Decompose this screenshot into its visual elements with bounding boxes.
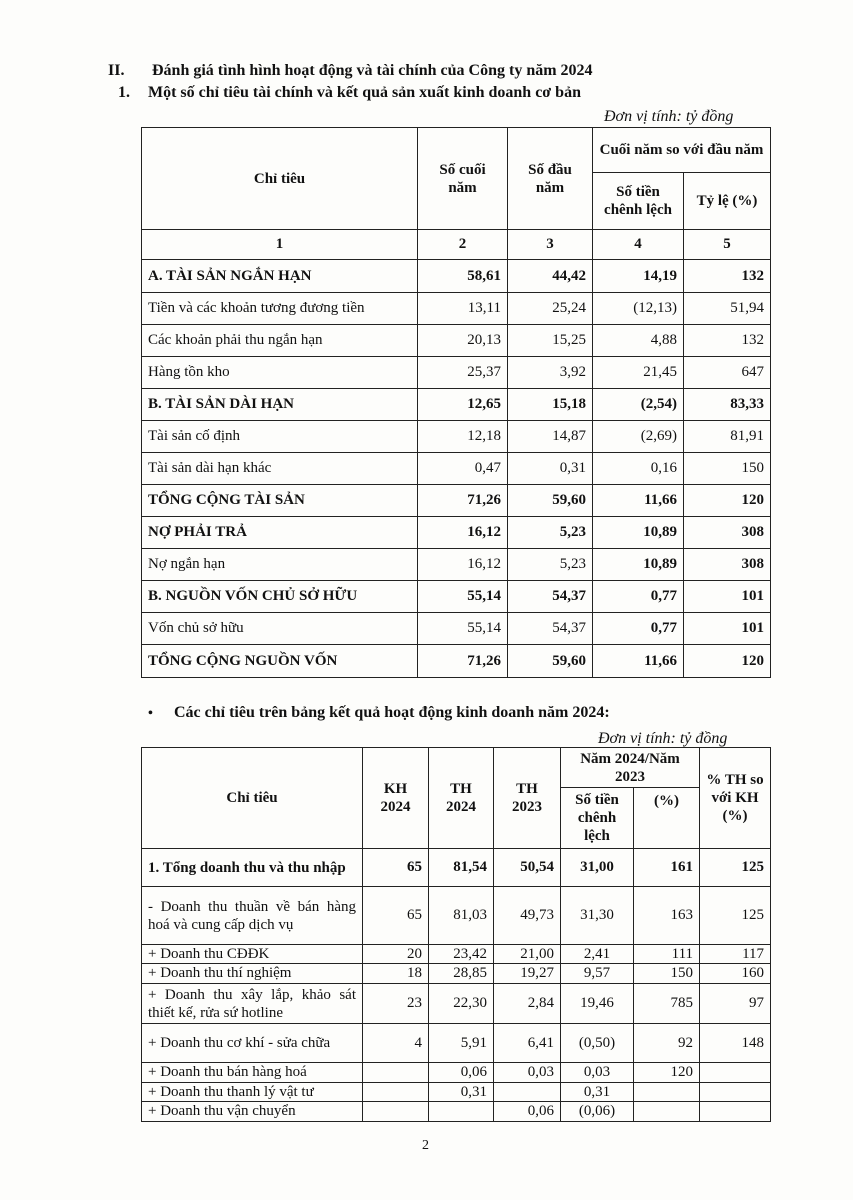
cell-ratio: 83,33 — [684, 389, 771, 421]
cell-pct — [634, 1083, 700, 1102]
cell-start: 54,37 — [508, 613, 593, 645]
row-label: B. TÀI SẢN DÀI HẠN — [142, 389, 418, 421]
header-kh-2024: KH 2024 — [363, 748, 429, 849]
cell-ratio: 120 — [684, 485, 771, 517]
cell-th-2023: 49,73 — [494, 887, 561, 945]
financial-indicators-table — [141, 127, 771, 678]
table-row — [142, 293, 771, 325]
cell-diff: 2,41 — [561, 945, 634, 964]
cell-start: 59,60 — [508, 645, 593, 678]
cell-kh: 18 — [363, 964, 429, 984]
cell-start: 59,60 — [508, 485, 593, 517]
table-row — [142, 581, 771, 613]
table-row — [142, 1102, 771, 1122]
cell-diff: 9,57 — [561, 964, 634, 984]
header-row-1 — [142, 748, 771, 788]
cell-ratio: 150 — [684, 453, 771, 485]
cell-vs-kh: 117 — [700, 945, 771, 964]
cell-th-2024: 81,03 — [429, 887, 494, 945]
cell-end: 16,12 — [418, 549, 508, 581]
cell-diff: 4,88 — [593, 325, 684, 357]
cell-kh: 65 — [363, 887, 429, 945]
cell-start: 25,24 — [508, 293, 593, 325]
subsection-number: 1. — [118, 84, 130, 101]
cell-ratio: 132 — [684, 260, 771, 293]
cell-start: 5,23 — [508, 549, 593, 581]
cell-th-2023: 0,03 — [494, 1063, 561, 1083]
cell-diff: (12,13) — [593, 293, 684, 325]
unit-label-1: Đơn vị tính: tỷ đồng — [604, 108, 734, 125]
cell-start: 15,25 — [508, 325, 593, 357]
cell-th-2024 — [429, 1102, 494, 1122]
row-label: + Doanh thu vận chuyển — [142, 1102, 363, 1122]
cell-kh: 4 — [363, 1024, 429, 1063]
cell-th-2024: 0,06 — [429, 1063, 494, 1083]
table-row — [142, 389, 771, 421]
bullet-heading — [148, 704, 610, 722]
row-label: Vốn chủ sở hữu — [142, 613, 418, 645]
cell-start: 5,23 — [508, 517, 593, 549]
cell-th-2024: 81,54 — [429, 849, 494, 887]
cell-ratio: 647 — [684, 357, 771, 389]
row-label: Tài sản dài hạn khác — [142, 453, 418, 485]
cell-pct: 111 — [634, 945, 700, 964]
header-indicator: Chỉ tiêu — [142, 748, 363, 849]
cell-diff: (0,06) — [561, 1102, 634, 1122]
index-cell: 5 — [684, 230, 771, 260]
index-cell: 1 — [142, 230, 418, 260]
row-label: Tài sản cố định — [142, 421, 418, 453]
table-row — [142, 849, 771, 887]
cell-diff: 10,89 — [593, 517, 684, 549]
cell-end: 71,26 — [418, 485, 508, 517]
row-label: Các khoản phải thu ngắn hạn — [142, 325, 418, 357]
cell-ratio: 101 — [684, 581, 771, 613]
cell-start: 14,87 — [508, 421, 593, 453]
cell-diff: 21,45 — [593, 357, 684, 389]
cell-vs-kh — [700, 1102, 771, 1122]
table-row — [142, 1063, 771, 1083]
cell-th-2024: 23,42 — [429, 945, 494, 964]
cell-start: 44,42 — [508, 260, 593, 293]
cell-ratio: 81,91 — [684, 421, 771, 453]
cell-end: 25,37 — [418, 357, 508, 389]
row-label: + Doanh thu thí nghiệm — [142, 964, 363, 984]
cell-end: 20,13 — [418, 325, 508, 357]
table-row — [142, 645, 771, 678]
cell-pct: 161 — [634, 849, 700, 887]
cell-diff: 31,00 — [561, 849, 634, 887]
cell-end: 55,14 — [418, 581, 508, 613]
cell-pct — [634, 1102, 700, 1122]
cell-ratio: 101 — [684, 613, 771, 645]
table-row — [142, 964, 771, 984]
cell-ratio: 308 — [684, 517, 771, 549]
row-label: + Doanh thu xây lắp, khảo sát thiết kế, rửa sứ hotline — [142, 984, 363, 1024]
cell-kh: 65 — [363, 849, 429, 887]
row-label: Tiền và các khoản tương đương tiền — [142, 293, 418, 325]
cell-pct: 92 — [634, 1024, 700, 1063]
row-label: Hàng tồn kho — [142, 357, 418, 389]
row-label: NỢ PHẢI TRẢ — [142, 517, 418, 549]
table-row — [142, 945, 771, 964]
table-row — [142, 887, 771, 945]
cell-pct: 163 — [634, 887, 700, 945]
header-diff: Số tiền chênh lệch — [593, 173, 684, 230]
table-row — [142, 517, 771, 549]
header-th-2024: TH 2024 — [429, 748, 494, 849]
cell-ratio: 132 — [684, 325, 771, 357]
cell-end: 12,18 — [418, 421, 508, 453]
row-label: TỔNG CỘNG TÀI SẢN — [142, 485, 418, 517]
cell-pct: 785 — [634, 984, 700, 1024]
cell-start: 15,18 — [508, 389, 593, 421]
bullet-icon: • — [148, 706, 153, 721]
cell-diff: 0,16 — [593, 453, 684, 485]
cell-start: 0,31 — [508, 453, 593, 485]
cell-pct: 120 — [634, 1063, 700, 1083]
cell-ratio: 120 — [684, 645, 771, 678]
row-label: - Doanh thu thuần về bán hàng hoá và cung cấp dịch vụ — [142, 887, 363, 945]
cell-diff: 19,46 — [561, 984, 634, 1024]
cell-diff: 31,30 — [561, 887, 634, 945]
table-row — [142, 1083, 771, 1102]
table-row — [142, 549, 771, 581]
cell-th-2023: 0,06 — [494, 1102, 561, 1122]
row-label: + Doanh thu CĐĐK — [142, 945, 363, 964]
unit-label-2: Đơn vị tính: tỷ đồng — [598, 730, 728, 747]
section-heading — [108, 62, 593, 80]
cell-ratio: 308 — [684, 549, 771, 581]
cell-kh: 23 — [363, 984, 429, 1024]
cell-th-2024: 28,85 — [429, 964, 494, 984]
header-th-2023: TH 2023 — [494, 748, 561, 849]
cell-th-2023: 50,54 — [494, 849, 561, 887]
row-label: + Doanh thu cơ khí - sửa chữa — [142, 1024, 363, 1063]
cell-diff: (0,50) — [561, 1024, 634, 1063]
cell-kh: 20 — [363, 945, 429, 964]
header-diff: Số tiền chênh lệch — [561, 788, 634, 849]
cell-end: 58,61 — [418, 260, 508, 293]
cell-start: 54,37 — [508, 581, 593, 613]
cell-end: 71,26 — [418, 645, 508, 678]
header-th-vs-kh: % TH so với KH (%) — [700, 748, 771, 849]
cell-kh — [363, 1102, 429, 1122]
cell-vs-kh: 148 — [700, 1024, 771, 1063]
section-number: II. — [108, 62, 125, 79]
cell-vs-kh: 125 — [700, 887, 771, 945]
header-start-of-year: Số đầu năm — [508, 128, 593, 230]
cell-end: 13,11 — [418, 293, 508, 325]
cell-diff: 11,66 — [593, 485, 684, 517]
cell-th-2023: 6,41 — [494, 1024, 561, 1063]
cell-end: 0,47 — [418, 453, 508, 485]
cell-vs-kh: 125 — [700, 849, 771, 887]
table-row — [142, 984, 771, 1024]
index-row — [142, 230, 771, 260]
row-label: + Doanh thu thanh lý vật tư — [142, 1083, 363, 1102]
cell-diff: 11,66 — [593, 645, 684, 678]
cell-vs-kh — [700, 1063, 771, 1083]
cell-end: 16,12 — [418, 517, 508, 549]
cell-pct: 150 — [634, 964, 700, 984]
header-ratio: Tỷ lệ (%) — [684, 173, 771, 230]
header-end-of-year: Số cuối năm — [418, 128, 508, 230]
table-row — [142, 613, 771, 645]
cell-diff: 10,89 — [593, 549, 684, 581]
page-number: 2 — [422, 1138, 429, 1153]
cell-vs-kh — [700, 1083, 771, 1102]
cell-diff: (2,69) — [593, 421, 684, 453]
cell-th-2023: 21,00 — [494, 945, 561, 964]
table-row — [142, 453, 771, 485]
index-cell: 4 — [593, 230, 684, 260]
row-label: A. TÀI SẢN NGẮN HẠN — [142, 260, 418, 293]
cell-diff: 0,31 — [561, 1083, 634, 1102]
header-row-1 — [142, 128, 771, 173]
header-compare: Năm 2024/Năm 2023 — [561, 748, 700, 788]
table-row — [142, 357, 771, 389]
cell-ratio: 51,94 — [684, 293, 771, 325]
header-compare: Cuối năm so với đầu năm — [593, 128, 771, 173]
row-label: + Doanh thu bán hàng hoá — [142, 1063, 363, 1083]
cell-th-2024: 22,30 — [429, 984, 494, 1024]
cell-diff: 0,03 — [561, 1063, 634, 1083]
table-row — [142, 325, 771, 357]
table-row — [142, 485, 771, 517]
cell-diff: 0,77 — [593, 613, 684, 645]
cell-kh — [363, 1063, 429, 1083]
business-results-table — [141, 747, 771, 1122]
header-pct: (%) — [634, 788, 700, 849]
cell-diff: 0,77 — [593, 581, 684, 613]
cell-vs-kh: 97 — [700, 984, 771, 1024]
section-title: Đánh giá tình hình hoạt động và tài chính của Công ty năm 2024 — [152, 62, 593, 79]
row-label: 1. Tổng doanh thu và thu nhập — [142, 849, 363, 887]
bullet-title: Các chỉ tiêu trên bảng kết quả hoạt động kinh doanh năm 2024: — [174, 704, 610, 721]
table-row — [142, 1024, 771, 1063]
index-cell: 2 — [418, 230, 508, 260]
cell-vs-kh: 160 — [700, 964, 771, 984]
cell-th-2023: 19,27 — [494, 964, 561, 984]
table-row — [142, 421, 771, 453]
header-indicator: Chỉ tiêu — [142, 128, 418, 230]
row-label: TỔNG CỘNG NGUỒN VỐN — [142, 645, 418, 678]
subsection-title: Một số chỉ tiêu tài chính và kết quả sản xuất kinh doanh cơ bản — [148, 84, 581, 101]
cell-end: 55,14 — [418, 613, 508, 645]
cell-kh — [363, 1083, 429, 1102]
cell-th-2024: 5,91 — [429, 1024, 494, 1063]
cell-th-2024: 0,31 — [429, 1083, 494, 1102]
row-label: Nợ ngắn hạn — [142, 549, 418, 581]
table-row — [142, 260, 771, 293]
index-cell: 3 — [508, 230, 593, 260]
cell-diff: 14,19 — [593, 260, 684, 293]
subsection-heading — [118, 84, 581, 102]
cell-end: 12,65 — [418, 389, 508, 421]
cell-th-2023 — [494, 1083, 561, 1102]
cell-th-2023: 2,84 — [494, 984, 561, 1024]
cell-diff: (2,54) — [593, 389, 684, 421]
row-label: B. NGUỒN VỐN CHỦ SỞ HỮU — [142, 581, 418, 613]
cell-start: 3,92 — [508, 357, 593, 389]
